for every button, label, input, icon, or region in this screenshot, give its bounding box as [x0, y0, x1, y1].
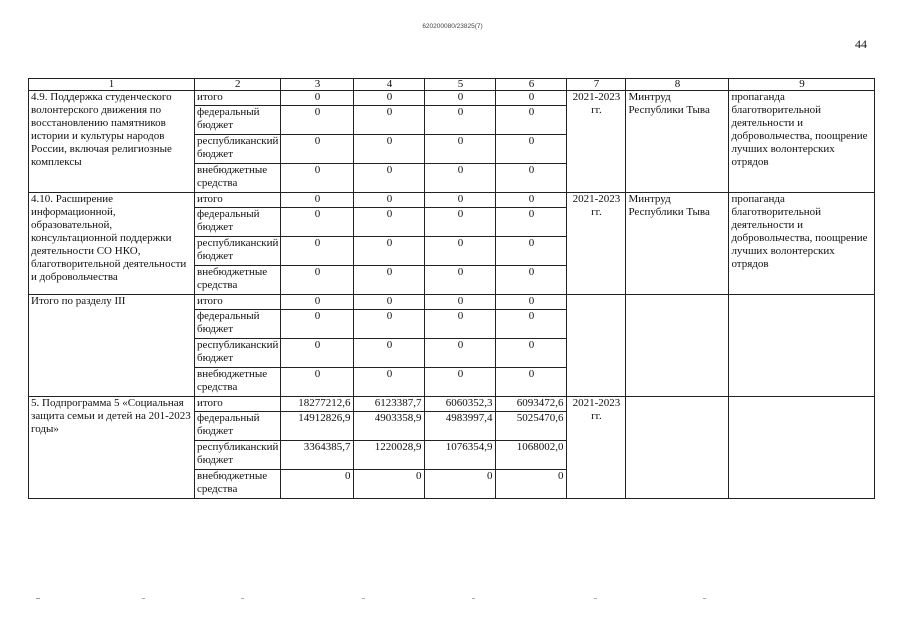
amount-cell: 0 — [496, 470, 567, 499]
funding-source: республиканский бюджет — [195, 237, 281, 266]
executor-cell — [626, 397, 729, 499]
amount-cell: 6093472,6 — [496, 397, 567, 412]
amount-cell: 18277212,6 — [281, 397, 354, 412]
amount-cell: 0 — [281, 310, 354, 339]
amount-cell: 0 — [354, 106, 425, 135]
funding-source: внебюджетные средства — [195, 164, 281, 193]
header-cell: 4 — [354, 79, 425, 91]
amount-cell: 0 — [354, 208, 425, 237]
table-row — [29, 193, 875, 208]
table-row — [29, 295, 875, 310]
header-cell: 3 — [281, 79, 354, 91]
result-cell: пропаганда благотворительной деятельности и добровольчества, поощрение лучших волонтерских отрядов — [729, 193, 875, 295]
amount-cell: 4903358,9 — [354, 412, 425, 441]
period-cell: 2021-2023 гг. — [567, 91, 626, 193]
program-table — [28, 78, 875, 499]
amount-cell: 0 — [425, 339, 496, 368]
amount-cell: 0 — [496, 266, 567, 295]
amount-cell: 0 — [425, 310, 496, 339]
amount-cell: 0 — [425, 470, 496, 499]
header-cell: 7 — [567, 79, 626, 91]
amount-cell: 0 — [425, 266, 496, 295]
funding-source: республиканский бюджет — [195, 135, 281, 164]
header-cell: 5 — [425, 79, 496, 91]
result-cell — [729, 397, 875, 499]
header-cell: 1 — [29, 79, 195, 91]
result-cell — [729, 295, 875, 397]
amount-cell: 0 — [496, 208, 567, 237]
amount-cell: 0 — [281, 237, 354, 266]
amount-cell: 0 — [354, 193, 425, 208]
amount-cell: 0 — [425, 368, 496, 397]
executor-cell: Минтруд Республики Тыва — [626, 91, 729, 193]
header-cell: 6 — [496, 79, 567, 91]
document-code: 620200080/23825(7) — [422, 23, 483, 30]
amount-cell: 0 — [425, 237, 496, 266]
table-row — [29, 91, 875, 106]
header-cell: 8 — [626, 79, 729, 91]
executor-cell: Минтруд Республики Тыва — [626, 193, 729, 295]
funding-source: итого — [195, 397, 281, 412]
amount-cell: 0 — [425, 295, 496, 310]
measure-name: 5. Подпрограмма 5 «Социальная защита семьи и детей на 201-2023 годы» — [29, 397, 195, 499]
amount-cell: 0 — [354, 339, 425, 368]
header-cell: 9 — [729, 79, 875, 91]
amount-cell: 0 — [354, 310, 425, 339]
measure-name: 4.10. Расширение информационной, образовательной, консультационной поддержки деятельности СО НКО, благотворительной деятельности и добровольчества — [29, 193, 195, 295]
funding-source: внебюджетные средства — [195, 470, 281, 499]
funding-source: внебюджетные средства — [195, 368, 281, 397]
amount-cell: 0 — [496, 295, 567, 310]
amount-cell: 4983997,4 — [425, 412, 496, 441]
funding-source: федеральный бюджет — [195, 412, 281, 441]
amount-cell: 0 — [354, 237, 425, 266]
amount-cell: 0 — [496, 91, 567, 106]
amount-cell: 0 — [496, 106, 567, 135]
funding-source: федеральный бюджет — [195, 208, 281, 237]
funding-source: итого — [195, 193, 281, 208]
funding-source: внебюджетные средства — [195, 266, 281, 295]
amount-cell: 0 — [425, 106, 496, 135]
amount-cell: 14912826,9 — [281, 412, 354, 441]
amount-cell: 5025470,6 — [496, 412, 567, 441]
header-cell: 2 — [195, 79, 281, 91]
amount-cell: 0 — [354, 164, 425, 193]
funding-source: итого — [195, 91, 281, 106]
amount-cell: 0 — [281, 470, 354, 499]
amount-cell: 0 — [281, 266, 354, 295]
funding-source: республиканский бюджет — [195, 441, 281, 470]
amount-cell: 0 — [354, 135, 425, 164]
funding-source: федеральный бюджет — [195, 310, 281, 339]
amount-cell: 6123387,7 — [354, 397, 425, 412]
amount-cell: 0 — [281, 106, 354, 135]
table-row — [29, 397, 875, 412]
amount-cell: 0 — [354, 266, 425, 295]
executor-cell — [626, 295, 729, 397]
amount-cell: 1068002,0 — [496, 441, 567, 470]
amount-cell: 0 — [425, 91, 496, 106]
page-number: 44 — [855, 37, 867, 51]
amount-cell: 0 — [496, 368, 567, 397]
amount-cell: 6060352,3 — [425, 397, 496, 412]
amount-cell: 0 — [354, 368, 425, 397]
amount-cell: 0 — [496, 193, 567, 208]
amount-cell: 0 — [425, 164, 496, 193]
amount-cell: 0 — [281, 339, 354, 368]
header-row — [29, 79, 875, 91]
amount-cell: 0 — [354, 91, 425, 106]
amount-cell: 0 — [496, 339, 567, 368]
measure-name: 4.9. Поддержка студенческого волонтерского движения по восстановлению памятников истории и культуры народов России, включая религиозные комплексы — [29, 91, 195, 193]
period-cell — [567, 295, 626, 397]
amount-cell: 0 — [281, 208, 354, 237]
amount-cell: 0 — [281, 295, 354, 310]
period-cell: 2021-2023 гг. — [567, 193, 626, 295]
measure-name: Итого по разделу III — [29, 295, 195, 397]
amount-cell: 0 — [496, 237, 567, 266]
amount-cell: 0 — [496, 164, 567, 193]
amount-cell: 0 — [281, 368, 354, 397]
scan-noise — [0, 598, 905, 600]
period-cell: 2021-2023 гг. — [567, 397, 626, 499]
result-cell: пропаганда благотворительной деятельности и добровольчества, поощрение лучших волонтерских отрядов — [729, 91, 875, 193]
amount-cell: 0 — [425, 135, 496, 164]
amount-cell: 0 — [281, 135, 354, 164]
funding-source: республиканский бюджет — [195, 339, 281, 368]
amount-cell: 1076354,9 — [425, 441, 496, 470]
amount-cell: 0 — [354, 470, 425, 499]
amount-cell: 0 — [281, 91, 354, 106]
amount-cell: 0 — [281, 193, 354, 208]
amount-cell: 0 — [425, 208, 496, 237]
amount-cell: 0 — [496, 135, 567, 164]
amount-cell: 0 — [354, 295, 425, 310]
amount-cell: 3364385,7 — [281, 441, 354, 470]
amount-cell: 0 — [425, 193, 496, 208]
amount-cell: 0 — [281, 164, 354, 193]
amount-cell: 0 — [496, 310, 567, 339]
funding-source: федеральный бюджет — [195, 106, 281, 135]
funding-source: итого — [195, 295, 281, 310]
amount-cell: 1220028,9 — [354, 441, 425, 470]
